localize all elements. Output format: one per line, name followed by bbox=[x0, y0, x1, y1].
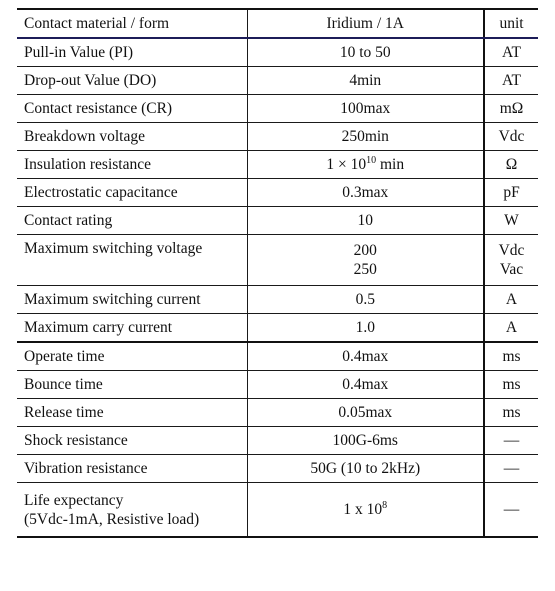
row-unit: ms bbox=[484, 342, 538, 371]
table-row bbox=[17, 235, 538, 286]
table-row bbox=[17, 399, 538, 427]
table-row bbox=[17, 179, 538, 207]
row-label: Insulation resistance bbox=[17, 151, 247, 179]
row-value bbox=[247, 483, 484, 538]
row-unit: — bbox=[484, 483, 538, 538]
table-row bbox=[17, 286, 538, 314]
table-row bbox=[17, 95, 538, 123]
table-row bbox=[17, 455, 538, 483]
row-label: Breakdown voltage bbox=[17, 123, 247, 151]
table-row bbox=[17, 314, 538, 343]
row-label: Contact resistance (CR) bbox=[17, 95, 247, 123]
row-value: 100G-6ms bbox=[247, 427, 484, 455]
row-label: Maximum switching current bbox=[17, 286, 247, 314]
row-unit: W bbox=[484, 207, 538, 235]
table-row bbox=[17, 38, 538, 67]
row-label: Vibration resistance bbox=[17, 455, 247, 483]
table-row bbox=[17, 151, 538, 179]
value-base: 1 x 10 bbox=[343, 501, 383, 518]
row-unit: ms bbox=[484, 371, 538, 399]
row-label: Shock resistance bbox=[17, 427, 247, 455]
row-label: Bounce time bbox=[17, 371, 247, 399]
label-line: Life expectancy bbox=[24, 491, 124, 509]
row-unit: AT bbox=[484, 38, 538, 67]
label-line: (5Vdc-1mA, Resistive load) bbox=[24, 510, 200, 528]
row-value: 0.3max bbox=[247, 179, 484, 207]
table-row bbox=[17, 123, 538, 151]
row-value: 4min bbox=[247, 67, 484, 95]
header-value-cell: Iridium / 1A bbox=[247, 9, 484, 38]
row-label: Operate time bbox=[17, 342, 247, 371]
value-suffix: min bbox=[376, 156, 405, 173]
row-value: 250min bbox=[247, 123, 484, 151]
table-row bbox=[17, 342, 538, 371]
row-unit: — bbox=[484, 455, 538, 483]
row-value: 0.05max bbox=[247, 399, 484, 427]
table-row bbox=[17, 67, 538, 95]
row-unit: mΩ bbox=[484, 95, 538, 123]
row-value: 10 bbox=[247, 207, 484, 235]
row-label: Electrostatic capacitance bbox=[17, 179, 247, 207]
row-unit: ms bbox=[484, 399, 538, 427]
value-exponent: 10 bbox=[366, 155, 377, 166]
value-line: 200 bbox=[353, 242, 377, 259]
row-label: Release time bbox=[17, 399, 247, 427]
spec-table bbox=[17, 8, 538, 538]
value-exponent: 8 bbox=[382, 500, 388, 511]
row-unit: — bbox=[484, 427, 538, 455]
row-label bbox=[17, 483, 247, 538]
row-label: Maximum switching voltage bbox=[17, 235, 247, 286]
row-label: Maximum carry current bbox=[17, 314, 247, 343]
row-unit: Ω bbox=[484, 151, 538, 179]
row-label: Pull-in Value (PI) bbox=[17, 38, 247, 67]
table-header-row bbox=[17, 9, 538, 38]
table-row bbox=[17, 483, 538, 538]
unit-line: Vac bbox=[499, 261, 524, 278]
unit-line: Vdc bbox=[498, 242, 525, 259]
table-row bbox=[17, 371, 538, 399]
row-value: 50G (10 to 2kHz) bbox=[247, 455, 484, 483]
row-label: Drop-out Value (DO) bbox=[17, 67, 247, 95]
row-value: 100max bbox=[247, 95, 484, 123]
table-row bbox=[17, 207, 538, 235]
header-label-cell: Contact material / form bbox=[17, 9, 247, 38]
row-unit bbox=[484, 235, 538, 286]
row-value: 1.0 bbox=[247, 314, 484, 343]
header-unit-cell: unit bbox=[484, 9, 538, 38]
row-unit: pF bbox=[484, 179, 538, 207]
value-base: 1 × 10 bbox=[326, 156, 367, 173]
row-label: Contact rating bbox=[17, 207, 247, 235]
row-unit: A bbox=[484, 314, 538, 343]
row-unit: Vdc bbox=[484, 123, 538, 151]
row-value: 0.4max bbox=[247, 342, 484, 371]
row-unit: A bbox=[484, 286, 538, 314]
row-value: 0.5 bbox=[247, 286, 484, 314]
table-row bbox=[17, 427, 538, 455]
row-value bbox=[247, 151, 484, 179]
value-line: 250 bbox=[353, 261, 377, 278]
row-value: 10 to 50 bbox=[247, 38, 484, 67]
row-value: 0.4max bbox=[247, 371, 484, 399]
row-value bbox=[247, 235, 484, 286]
row-unit: AT bbox=[484, 67, 538, 95]
